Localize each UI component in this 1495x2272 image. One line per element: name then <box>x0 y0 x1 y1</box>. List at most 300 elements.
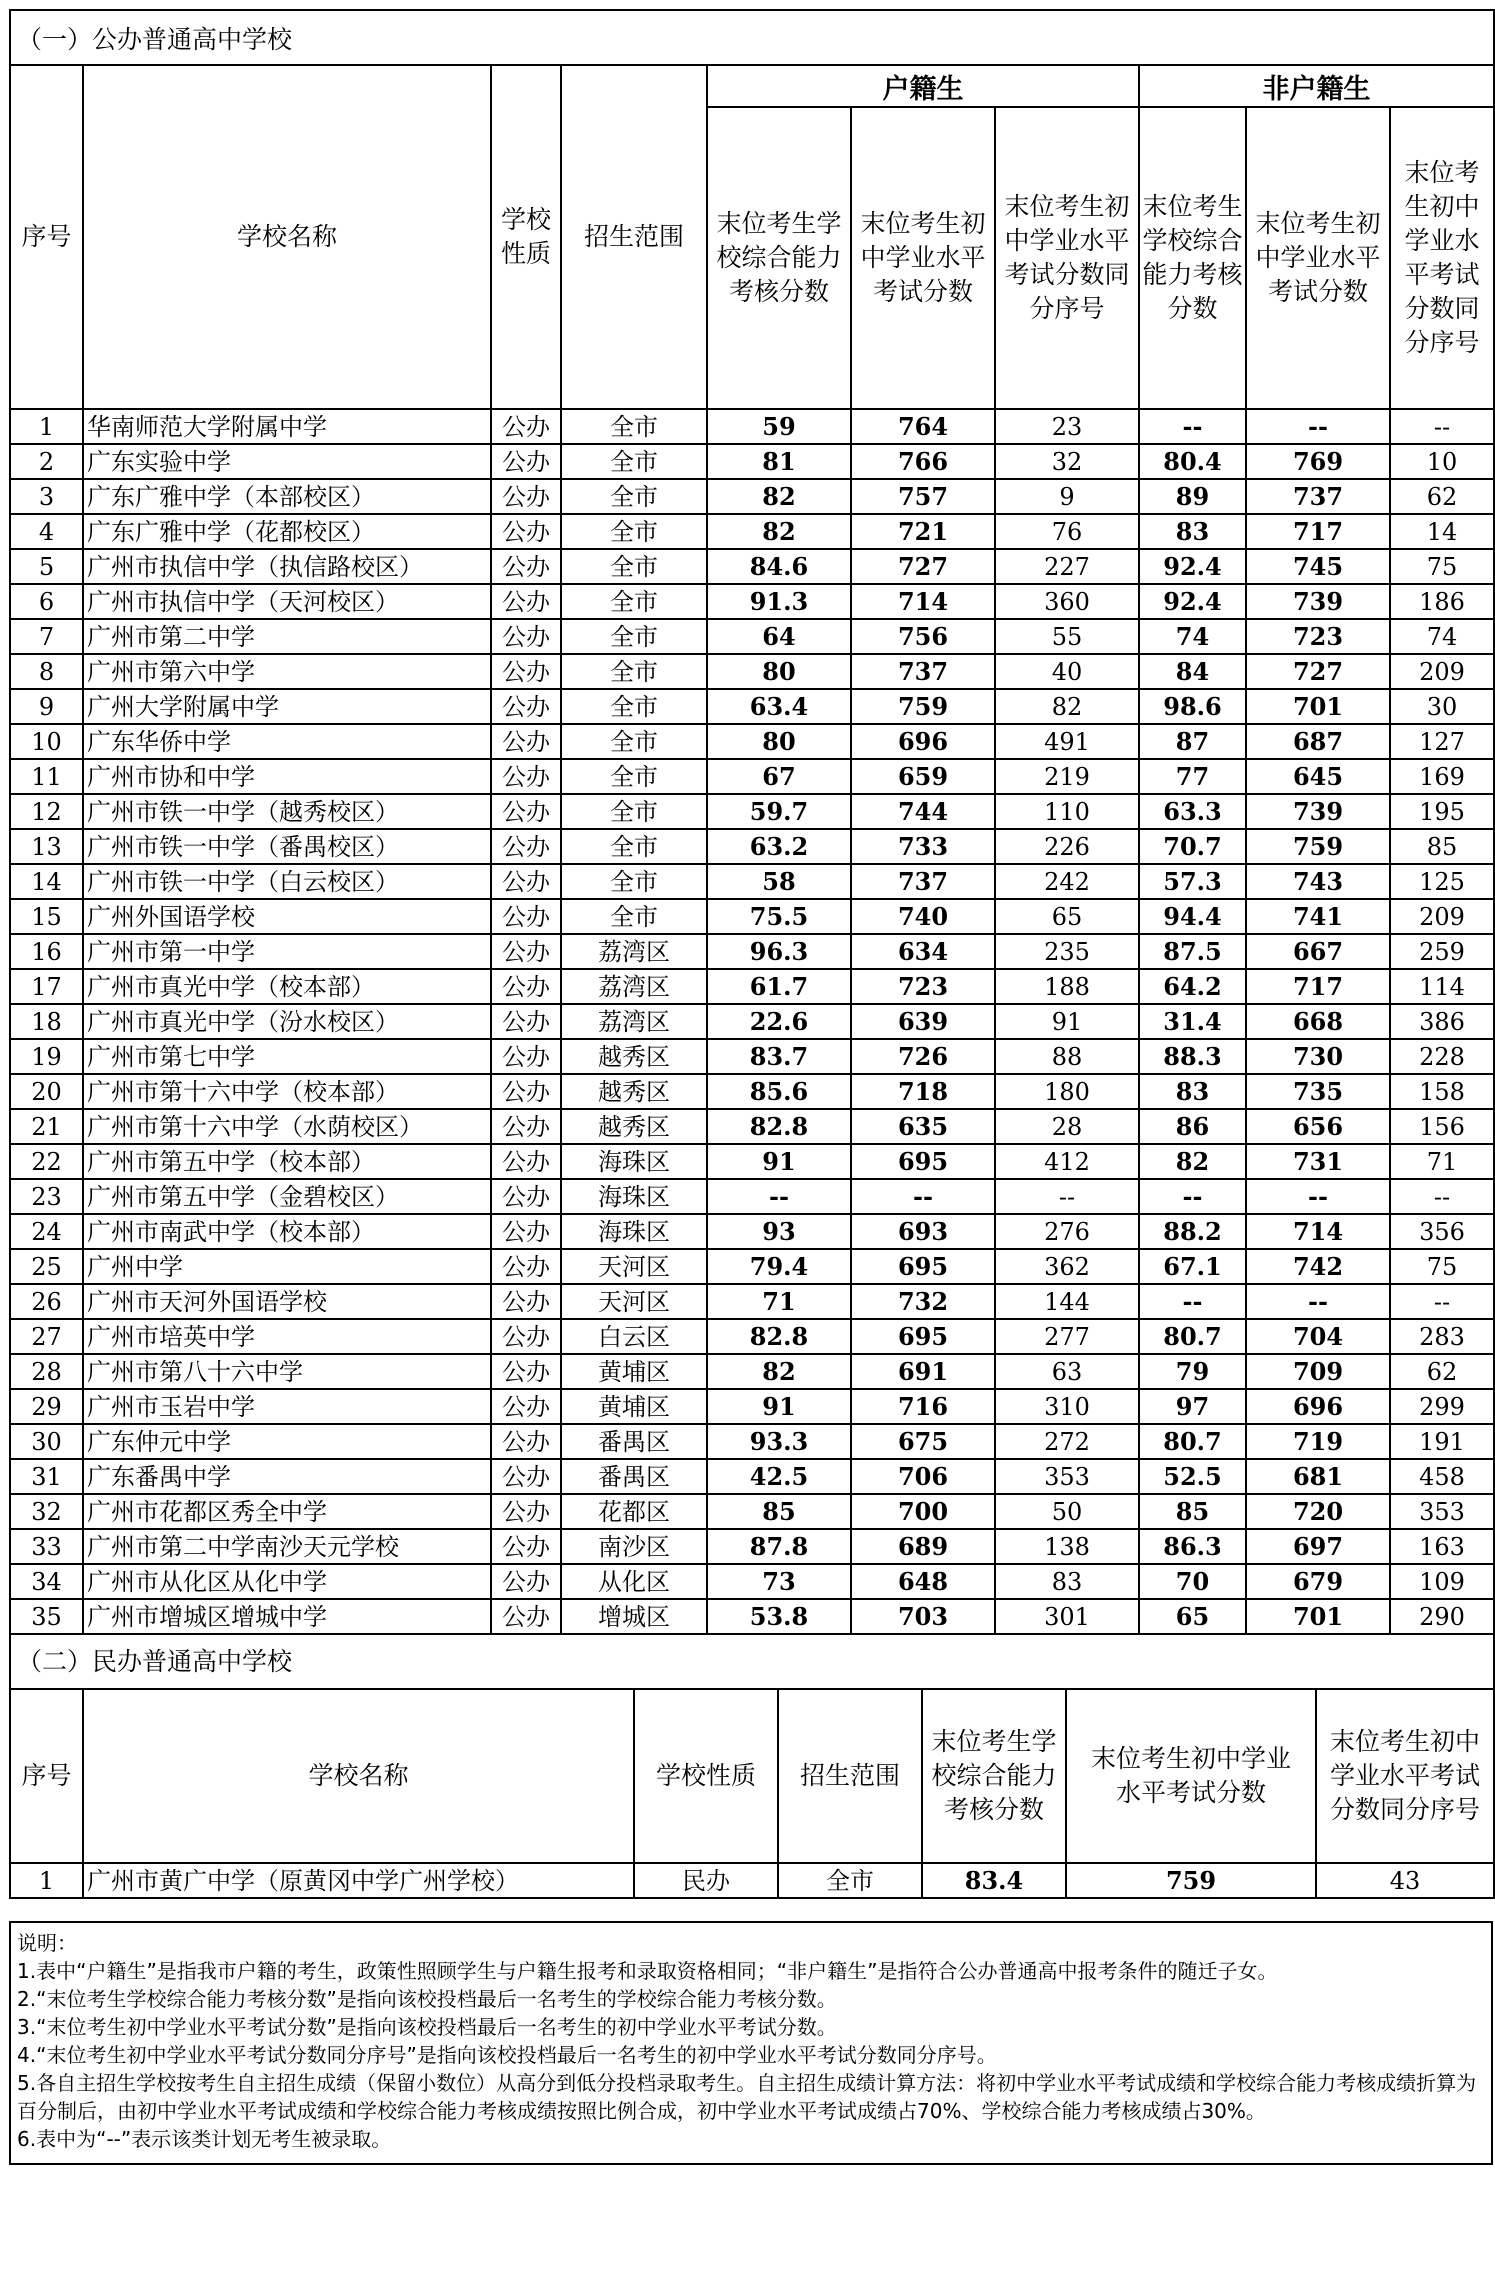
table-row <box>10 794 1494 829</box>
table-row <box>10 444 1494 479</box>
huji-exam-cell: 759 <box>851 689 995 724</box>
school-name-cell: 广州市天河外国语学校 <box>83 1284 491 1319</box>
huji-exam-cell: 744 <box>851 794 995 829</box>
range-cell: 全市 <box>561 619 707 654</box>
feihuji-rank-cell: 114 <box>1390 969 1494 1004</box>
table-row <box>10 1144 1494 1179</box>
table-row <box>10 1004 1494 1039</box>
huji-exam-cell: -- <box>851 1179 995 1214</box>
school-name-cell: 广州市第十六中学（校本部） <box>83 1074 491 1109</box>
huji-score-cell: 91 <box>707 1144 851 1179</box>
seq-cell: 3 <box>10 479 83 514</box>
range-cell: 全市 <box>561 479 707 514</box>
school-name-cell: 广州市增城区增城中学 <box>83 1599 491 1634</box>
feihuji-rank-cell: 127 <box>1390 724 1494 759</box>
feihuji-score-cell: 82 <box>1139 1144 1246 1179</box>
huji-score-cell: -- <box>707 1179 851 1214</box>
feihuji-rank-cell: 169 <box>1390 759 1494 794</box>
table-row <box>10 409 1494 444</box>
feihuji-score-cell: 83 <box>1139 514 1246 549</box>
huji-score-cell: 59.7 <box>707 794 851 829</box>
huji-exam-cell: 689 <box>851 1529 995 1564</box>
huji-rank-cell: 65 <box>995 899 1139 934</box>
huji-score-cell: 42.5 <box>707 1459 851 1494</box>
feihuji-score-cell: 83 <box>1139 1074 1246 1109</box>
range-cell: 越秀区 <box>561 1039 707 1074</box>
school-name-cell: 广州市培英中学 <box>83 1319 491 1354</box>
feihuji-exam-cell: 720 <box>1246 1494 1390 1529</box>
feihuji-exam-cell: 679 <box>1246 1564 1390 1599</box>
huji-rank-cell: 138 <box>995 1529 1139 1564</box>
huji-exam-cell: 727 <box>851 549 995 584</box>
school-type-cell: 民办 <box>634 1863 778 1898</box>
table-row <box>10 619 1494 654</box>
range-cell: 黄埔区 <box>561 1389 707 1424</box>
table-row <box>10 514 1494 549</box>
huji-score-cell: 81 <box>707 444 851 479</box>
school-name-cell: 广州市铁一中学（番禺校区） <box>83 829 491 864</box>
huji-exam-cell: 695 <box>851 1144 995 1179</box>
range-cell: 全市 <box>561 829 707 864</box>
feihuji-rank-cell: 163 <box>1390 1529 1494 1564</box>
huji-score-cell: 82 <box>707 1354 851 1389</box>
huji-rank-cell: 76 <box>995 514 1139 549</box>
table-row <box>10 1179 1494 1214</box>
school-name-cell: 广州市执信中学（执信路校区） <box>83 549 491 584</box>
range-cell: 全市 <box>561 759 707 794</box>
feihuji-rank-cell: 75 <box>1390 549 1494 584</box>
feihuji-score-cell: 87.5 <box>1139 934 1246 969</box>
admission-scores-document <box>9 9 1493 1899</box>
huji-score-cell: 58 <box>707 864 851 899</box>
range-cell: 天河区 <box>561 1284 707 1319</box>
huji-rank-cell: 88 <box>995 1039 1139 1074</box>
huji-rank-cell: -- <box>995 1179 1139 1214</box>
feihuji-exam-cell: 697 <box>1246 1529 1390 1564</box>
note-item: 2.“末位考生学校综合能力考核分数”是指向该校投档最后一名考生的学校综合能力考核分数。 <box>17 1987 837 2011</box>
feihuji-rank-cell: 156 <box>1390 1109 1494 1144</box>
feihuji-exam-cell: 717 <box>1246 969 1390 1004</box>
seq-cell: 11 <box>10 759 83 794</box>
huji-exam-cell: 691 <box>851 1354 995 1389</box>
note-item: 1.表中“户籍生”是指我市户籍的考生，政策性照顾学生与户籍生报考和录取资格相同；“非户籍生”是指符合公办普通高中报考条件的随迁子女。 <box>17 1959 1278 1983</box>
school-name-cell: 广州市第二中学南沙天元学校 <box>83 1529 491 1564</box>
header-feihuji-exam: 末位考生初中学业水平考试分数 <box>1246 107 1390 409</box>
feihuji-score-cell: 97 <box>1139 1389 1246 1424</box>
seq-cell: 24 <box>10 1214 83 1249</box>
huji-rank-cell: 144 <box>995 1284 1139 1319</box>
seq-cell: 18 <box>10 1004 83 1039</box>
school-type-cell: 公办 <box>491 864 561 899</box>
school-name-cell: 广州市第六中学 <box>83 654 491 689</box>
feihuji-rank-cell: 10 <box>1390 444 1494 479</box>
huji-score-cell: 83.7 <box>707 1039 851 1074</box>
feihuji-score-cell: 94.4 <box>1139 899 1246 934</box>
range-cell: 全市 <box>561 514 707 549</box>
note-item: 3.“末位考生初中学业水平考试分数”是指向该校投档最后一名考生的初中学业水平考试分数。 <box>17 2015 837 2039</box>
feihuji-score-cell: 31.4 <box>1139 1004 1246 1039</box>
huji-exam-cell: 716 <box>851 1389 995 1424</box>
school-type-cell: 公办 <box>491 1039 561 1074</box>
table-row <box>10 1424 1494 1459</box>
header-feihuji-rank: 末位考生初中学业水平考试分数同分序号 <box>1390 107 1494 409</box>
table-row <box>10 1494 1494 1529</box>
huji-rank-cell: 362 <box>995 1249 1139 1284</box>
huji-score-cell: 82 <box>707 479 851 514</box>
table-row <box>10 1564 1494 1599</box>
header-huji-score: 末位考生学校综合能力考核分数 <box>707 107 851 409</box>
public-table-body <box>10 409 1494 1634</box>
feihuji-exam-cell: 759 <box>1246 829 1390 864</box>
feihuji-score-cell: 65 <box>1139 1599 1246 1634</box>
private-header-school-name: 学校名称 <box>83 1689 634 1863</box>
huji-exam-cell: 695 <box>851 1319 995 1354</box>
school-name-cell: 广州市玉岩中学 <box>83 1389 491 1424</box>
feihuji-exam-cell: 739 <box>1246 584 1390 619</box>
table-row <box>10 549 1494 584</box>
huji-score-cell: 82.8 <box>707 1319 851 1354</box>
school-type-cell: 公办 <box>491 794 561 829</box>
huji-score-cell: 53.8 <box>707 1599 851 1634</box>
school-type-cell: 公办 <box>491 584 561 619</box>
table-row <box>10 1039 1494 1074</box>
school-type-cell: 公办 <box>491 1354 561 1389</box>
table-row <box>10 1459 1494 1494</box>
huji-exam-cell: 714 <box>851 584 995 619</box>
huji-rank-cell: 40 <box>995 654 1139 689</box>
seq-cell: 17 <box>10 969 83 1004</box>
school-name-cell: 广州市南武中学（校本部） <box>83 1214 491 1249</box>
seq-cell: 19 <box>10 1039 83 1074</box>
huji-rank-cell: 91 <box>995 1004 1139 1039</box>
seq-cell: 5 <box>10 549 83 584</box>
seq-cell: 4 <box>10 514 83 549</box>
seq-cell: 14 <box>10 864 83 899</box>
school-type-cell: 公办 <box>491 934 561 969</box>
huji-exam-cell: 723 <box>851 969 995 1004</box>
school-type-cell: 公办 <box>491 1074 561 1109</box>
seq-cell: 34 <box>10 1564 83 1599</box>
range-cell: 番禺区 <box>561 1424 707 1459</box>
seq-cell: 27 <box>10 1319 83 1354</box>
huji-exam-cell: 726 <box>851 1039 995 1074</box>
huji-exam-cell: 703 <box>851 1599 995 1634</box>
feihuji-score-cell: 92.4 <box>1139 584 1246 619</box>
huji-score-cell: 96.3 <box>707 934 851 969</box>
school-type-cell: 公办 <box>491 1284 561 1319</box>
feihuji-score-cell: 88.2 <box>1139 1214 1246 1249</box>
feihuji-rank-cell: 85 <box>1390 829 1494 864</box>
feihuji-rank-cell: 71 <box>1390 1144 1494 1179</box>
table-row <box>10 864 1494 899</box>
feihuji-score-cell: 86.3 <box>1139 1529 1246 1564</box>
school-name-cell: 广州市黄广中学（原黄冈中学广州学校） <box>83 1863 634 1898</box>
feihuji-rank-cell: 158 <box>1390 1074 1494 1109</box>
huji-exam-cell: 706 <box>851 1459 995 1494</box>
huji-rank-cell: 55 <box>995 619 1139 654</box>
group-feihuji: 非户籍生 <box>1139 65 1494 107</box>
feihuji-rank-cell: 259 <box>1390 934 1494 969</box>
feihuji-exam-cell: -- <box>1246 1284 1390 1319</box>
school-type-cell: 公办 <box>491 1004 561 1039</box>
seq-cell: 28 <box>10 1354 83 1389</box>
feihuji-exam-cell: 714 <box>1246 1214 1390 1249</box>
seq-cell: 13 <box>10 829 83 864</box>
huji-score-cell: 91.3 <box>707 584 851 619</box>
feihuji-score-cell: 86 <box>1139 1109 1246 1144</box>
huji-rank-cell: 63 <box>995 1354 1139 1389</box>
huji-score-cell: 93 <box>707 1214 851 1249</box>
feihuji-score-cell: 67.1 <box>1139 1249 1246 1284</box>
range-cell: 海珠区 <box>561 1179 707 1214</box>
huji-exam-cell: 737 <box>851 864 995 899</box>
seq-cell: 26 <box>10 1284 83 1319</box>
seq-cell: 30 <box>10 1424 83 1459</box>
range-cell: 白云区 <box>561 1319 707 1354</box>
huji-rank-cell: 277 <box>995 1319 1139 1354</box>
huji-rank-cell: 412 <box>995 1144 1139 1179</box>
school-type-cell: 公办 <box>491 1214 561 1249</box>
huji-exam-cell: 740 <box>851 899 995 934</box>
school-name-cell: 广东华侨中学 <box>83 724 491 759</box>
huji-exam-cell: 718 <box>851 1074 995 1109</box>
group-huji: 户籍生 <box>707 65 1139 107</box>
range-cell: 全市 <box>561 724 707 759</box>
feihuji-score-cell: -- <box>1139 1179 1246 1214</box>
table-row <box>10 1599 1494 1634</box>
feihuji-exam-cell: 723 <box>1246 619 1390 654</box>
feihuji-rank-cell: 283 <box>1390 1319 1494 1354</box>
huji-score-cell: 82.8 <box>707 1109 851 1144</box>
school-type-cell: 公办 <box>491 514 561 549</box>
huji-rank-cell: 23 <box>995 409 1139 444</box>
huji-score-cell: 71 <box>707 1284 851 1319</box>
rank-cell: 43 <box>1316 1863 1494 1898</box>
feihuji-exam-cell: 681 <box>1246 1459 1390 1494</box>
school-name-cell: 广东番禺中学 <box>83 1459 491 1494</box>
feihuji-rank-cell: 62 <box>1390 1354 1494 1389</box>
huji-exam-cell: 639 <box>851 1004 995 1039</box>
feihuji-score-cell: 87 <box>1139 724 1246 759</box>
feihuji-score-cell: 52.5 <box>1139 1459 1246 1494</box>
school-type-cell: 公办 <box>491 479 561 514</box>
seq-cell: 31 <box>10 1459 83 1494</box>
range-cell: 黄埔区 <box>561 1354 707 1389</box>
table-row <box>10 584 1494 619</box>
feihuji-exam-cell: 656 <box>1246 1109 1390 1144</box>
feihuji-rank-cell: -- <box>1390 1284 1494 1319</box>
feihuji-score-cell: 74 <box>1139 619 1246 654</box>
school-name-cell: 广东广雅中学（花都校区） <box>83 514 491 549</box>
huji-exam-cell: 764 <box>851 409 995 444</box>
huji-rank-cell: 276 <box>995 1214 1139 1249</box>
huji-score-cell: 22.6 <box>707 1004 851 1039</box>
feihuji-exam-cell: 742 <box>1246 1249 1390 1284</box>
feihuji-exam-cell: 701 <box>1246 689 1390 724</box>
table-row <box>10 1389 1494 1424</box>
feihuji-score-cell: 92.4 <box>1139 549 1246 584</box>
feihuji-exam-cell: 727 <box>1246 654 1390 689</box>
school-name-cell: 广东广雅中学（本部校区） <box>83 479 491 514</box>
school-name-cell: 广州市第五中学（校本部） <box>83 1144 491 1179</box>
school-type-cell: 公办 <box>491 1179 561 1214</box>
feihuji-rank-cell: 356 <box>1390 1214 1494 1249</box>
school-type-cell: 公办 <box>491 1459 561 1494</box>
feihuji-rank-cell: 125 <box>1390 864 1494 899</box>
huji-score-cell: 87.8 <box>707 1529 851 1564</box>
school-name-cell: 华南师范大学附属中学 <box>83 409 491 444</box>
table-row <box>10 1249 1494 1284</box>
huji-rank-cell: 50 <box>995 1494 1139 1529</box>
feihuji-rank-cell: -- <box>1390 409 1494 444</box>
school-name-cell: 广州市真光中学（汾水校区） <box>83 1004 491 1039</box>
range-cell: 荔湾区 <box>561 1004 707 1039</box>
feihuji-exam-cell: 696 <box>1246 1389 1390 1424</box>
school-type-cell: 公办 <box>491 409 561 444</box>
range-cell: 番禺区 <box>561 1459 707 1494</box>
huji-score-cell: 85.6 <box>707 1074 851 1109</box>
header-school-name: 学校名称 <box>83 65 491 409</box>
feihuji-exam-cell: 730 <box>1246 1039 1390 1074</box>
private-header-rank: 末位考生初中学业水平考试分数同分序号 <box>1316 1689 1494 1863</box>
huji-rank-cell: 32 <box>995 444 1139 479</box>
header-range: 招生范围 <box>561 65 707 409</box>
school-name-cell: 广州中学 <box>83 1249 491 1284</box>
feihuji-exam-cell: 667 <box>1246 934 1390 969</box>
feihuji-rank-cell: 195 <box>1390 794 1494 829</box>
seq-cell: 15 <box>10 899 83 934</box>
table-row <box>10 479 1494 514</box>
notes-heading: 说明： <box>17 1931 77 1955</box>
huji-score-cell: 82 <box>707 514 851 549</box>
table-row <box>10 829 1494 864</box>
table-row <box>10 1284 1494 1319</box>
range-cell: 全市 <box>561 794 707 829</box>
school-name-cell: 广州外国语学校 <box>83 899 491 934</box>
huji-exam-cell: 700 <box>851 1494 995 1529</box>
feihuji-exam-cell: 737 <box>1246 479 1390 514</box>
huji-rank-cell: 272 <box>995 1424 1139 1459</box>
huji-exam-cell: 757 <box>851 479 995 514</box>
range-cell: 全市 <box>561 549 707 584</box>
school-type-cell: 公办 <box>491 1599 561 1634</box>
feihuji-exam-cell: 668 <box>1246 1004 1390 1039</box>
feihuji-score-cell: 57.3 <box>1139 864 1246 899</box>
school-type-cell: 公办 <box>491 1389 561 1424</box>
seq-cell: 6 <box>10 584 83 619</box>
school-name-cell: 广州市花都区秀全中学 <box>83 1494 491 1529</box>
seq-cell: 2 <box>10 444 83 479</box>
huji-exam-cell: 635 <box>851 1109 995 1144</box>
note-item: 6.表中为“--”表示该类计划无考生被录取。 <box>17 2127 392 2151</box>
huji-exam-cell: 695 <box>851 1249 995 1284</box>
feihuji-rank-cell: -- <box>1390 1179 1494 1214</box>
huji-rank-cell: 9 <box>995 479 1139 514</box>
huji-exam-cell: 634 <box>851 934 995 969</box>
huji-score-cell: 67 <box>707 759 851 794</box>
range-cell: 荔湾区 <box>561 934 707 969</box>
school-type-cell: 公办 <box>491 1144 561 1179</box>
seq-cell: 10 <box>10 724 83 759</box>
huji-rank-cell: 360 <box>995 584 1139 619</box>
table-row <box>10 1319 1494 1354</box>
feihuji-exam-cell: 704 <box>1246 1319 1390 1354</box>
header-feihuji-score: 末位考生学校综合能力考核分数 <box>1139 107 1246 409</box>
huji-rank-cell: 310 <box>995 1389 1139 1424</box>
table-row <box>10 1109 1494 1144</box>
feihuji-rank-cell: 290 <box>1390 1599 1494 1634</box>
private-schools-table <box>9 1688 1495 1899</box>
seq-cell: 33 <box>10 1529 83 1564</box>
seq-cell: 35 <box>10 1599 83 1634</box>
huji-exam-cell: 659 <box>851 759 995 794</box>
huji-score-cell: 63.4 <box>707 689 851 724</box>
school-name-cell: 广州市第一中学 <box>83 934 491 969</box>
huji-rank-cell: 83 <box>995 1564 1139 1599</box>
feihuji-score-cell: 80.4 <box>1139 444 1246 479</box>
range-cell: 南沙区 <box>561 1529 707 1564</box>
huji-score-cell: 59 <box>707 409 851 444</box>
feihuji-exam-cell: 743 <box>1246 864 1390 899</box>
huji-rank-cell: 235 <box>995 934 1139 969</box>
feihuji-rank-cell: 458 <box>1390 1459 1494 1494</box>
feihuji-score-cell: 64.2 <box>1139 969 1246 1004</box>
private-header-school-type: 学校性质 <box>634 1689 778 1863</box>
feihuji-score-cell: -- <box>1139 409 1246 444</box>
range-cell: 天河区 <box>561 1249 707 1284</box>
school-type-cell: 公办 <box>491 619 561 654</box>
private-header-exam: 末位考生初中学业水平考试分数 <box>1066 1689 1316 1863</box>
school-type-cell: 公办 <box>491 759 561 794</box>
feihuji-score-cell: 77 <box>1139 759 1246 794</box>
table-row <box>10 1074 1494 1109</box>
school-type-cell: 公办 <box>491 689 561 724</box>
feihuji-rank-cell: 30 <box>1390 689 1494 724</box>
school-name-cell: 广州市协和中学 <box>83 759 491 794</box>
range-cell: 全市 <box>561 899 707 934</box>
school-name-cell: 广州市第十六中学（水荫校区） <box>83 1109 491 1144</box>
exam-cell: 759 <box>1066 1863 1316 1898</box>
feihuji-rank-cell: 62 <box>1390 479 1494 514</box>
private-header-range: 招生范围 <box>778 1689 922 1863</box>
seq-cell: 9 <box>10 689 83 724</box>
feihuji-rank-cell: 191 <box>1390 1424 1494 1459</box>
feihuji-rank-cell: 75 <box>1390 1249 1494 1284</box>
feihuji-exam-cell: 735 <box>1246 1074 1390 1109</box>
feihuji-exam-cell: -- <box>1246 1179 1390 1214</box>
range-cell: 海珠区 <box>561 1214 707 1249</box>
seq-cell: 20 <box>10 1074 83 1109</box>
range-cell: 荔湾区 <box>561 969 707 1004</box>
huji-rank-cell: 180 <box>995 1074 1139 1109</box>
range-cell: 全市 <box>561 689 707 724</box>
seq-cell: 22 <box>10 1144 83 1179</box>
range-cell: 全市 <box>561 654 707 689</box>
seq-cell: 8 <box>10 654 83 689</box>
table-row <box>10 969 1494 1004</box>
school-type-cell: 公办 <box>491 969 561 1004</box>
huji-score-cell: 63.2 <box>707 829 851 864</box>
school-type-cell: 公办 <box>491 1494 561 1529</box>
table-row <box>10 1354 1494 1389</box>
feihuji-score-cell: 80.7 <box>1139 1424 1246 1459</box>
feihuji-exam-cell: 739 <box>1246 794 1390 829</box>
huji-score-cell: 64 <box>707 619 851 654</box>
feihuji-score-cell: 84 <box>1139 654 1246 689</box>
table-row <box>10 1863 1494 1898</box>
feihuji-rank-cell: 186 <box>1390 584 1494 619</box>
school-type-cell: 公办 <box>491 1529 561 1564</box>
